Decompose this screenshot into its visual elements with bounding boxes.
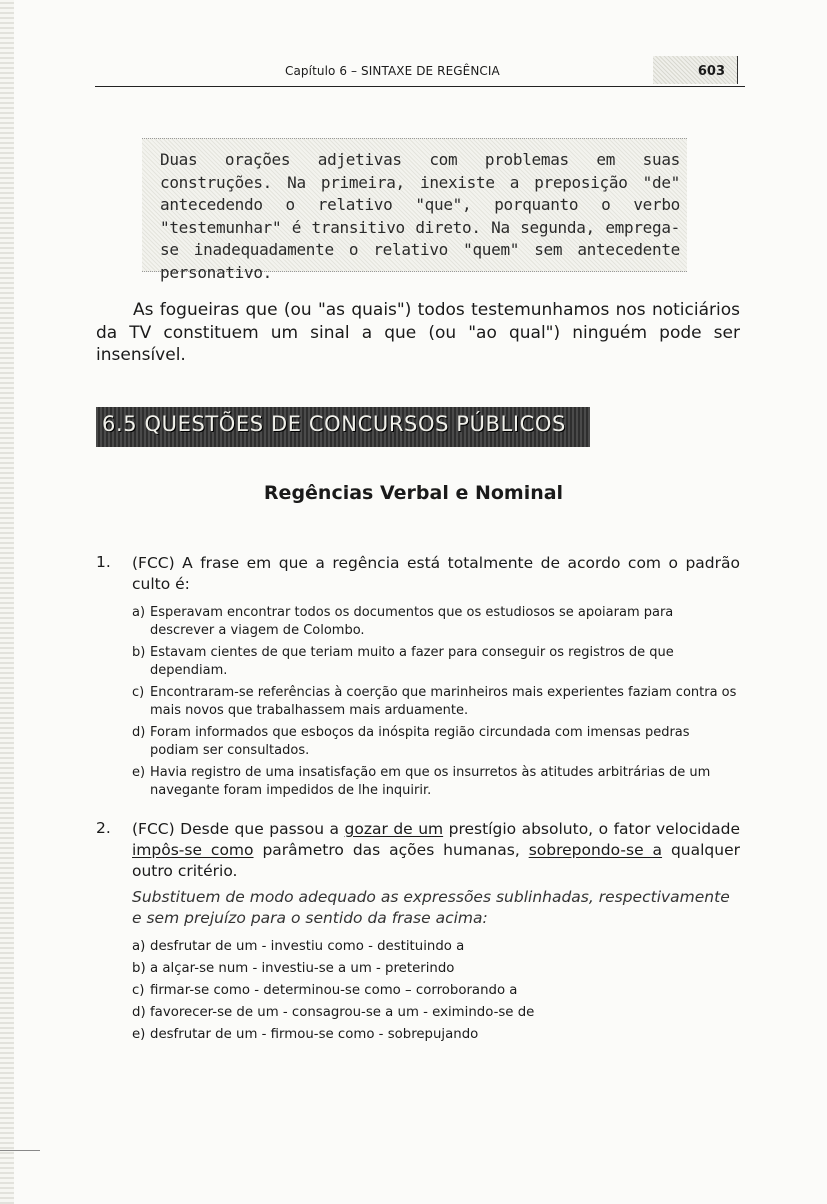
option: e) Havia registro de uma insatisfação em que os insurretos às atitudes arbitrárias de um navegante foram impedidos de lhe inquirir. [132, 765, 711, 798]
question-body [132, 819, 740, 1047]
question-stem: (FCC) Desde que passou a gozar de um prestígio absoluto, o fator velocidade impôs-se como parâmetro das ações humanas, sobrepondo-se a qualquer outro critério. [132, 820, 741, 880]
example-paragraph-text: As fogueiras que (ou "as quais") todos testemunhamos nos noticiários da TV constituem um sinal a que (ou "ao qual") ninguém pode ser insensível. [96, 300, 740, 365]
subsection-title: Regências Verbal e Nominal [263, 482, 564, 504]
example-paragraph [96, 299, 740, 367]
option-list [132, 604, 740, 800]
header-rule [95, 86, 745, 87]
underlined-expression: impôs-se como [132, 841, 254, 859]
scan-edge [0, 0, 14, 1204]
question-number: 2. [96, 819, 111, 837]
option: e) desfrutar de um - firmou-se como - sobrepujando [132, 1027, 479, 1042]
page-number-box [653, 56, 738, 84]
question-stem: (FCC) A frase em que a regência está totalmente de acordo com o padrão culto é: [132, 554, 740, 593]
page-number: 603 [697, 64, 725, 79]
underlined-expression: gozar de um [344, 820, 444, 838]
option: c) firmar-se como - determinou-se como – corroborando a [132, 983, 518, 998]
note-box [142, 138, 687, 282]
option: a) Esperavam encontrar todos os documentos que os estudiosos se apoiaram para descrever a viagem de Colombo. [132, 605, 674, 638]
scan-edge-line [0, 1150, 40, 1151]
page-header [95, 58, 740, 90]
option: c) Encontraram-se referências à coerção que marinheiros mais experientes faziam contra os mais novos que trabalhassem mais arduamente. [132, 685, 737, 718]
note-text: Duas orações adjetivas com problemas em suas construções. Na primeira, inexiste a preposição "de" antecedendo o relativo "que", porquanto o verbo "testemunhar" é transitivo direto. Na segunda, emprega-se inadequadamente o relativo "quem" sem antecedente personativo. [160, 150, 680, 282]
option: d) Foram informados que esboços da inóspita região circundada com imensas pedras podiam ser consultados. [132, 725, 690, 758]
option: a) desfrutar de um - investiu como - destituindo a [132, 939, 465, 954]
question-body [132, 553, 740, 804]
question-number: 1. [96, 553, 111, 571]
option-list [132, 937, 740, 1044]
chapter-title: Capítulo 6 – SINTAXE DE REGÊNCIA [285, 64, 500, 78]
option: d) favorecer-se de um - consagrou-se a um - eximindo-se de [132, 1005, 535, 1020]
section-title: 6.5 QUESTÕES DE CONCURSOS PÚBLICOS [102, 412, 566, 436]
section-banner [96, 407, 590, 447]
underlined-expression: sobrepondo-se a [528, 841, 663, 859]
option: b) Estavam cientes de que teriam muito a fazer para conseguir os registros de que dependiam. [132, 645, 674, 678]
option: b) a alçar-se num - investiu-se a um - preterindo [132, 961, 455, 976]
question-instruction: Substituem de modo adequado as expressões sublinhadas, respectivamente e sem prejuízo para o sentido da frase acima: [132, 888, 730, 927]
